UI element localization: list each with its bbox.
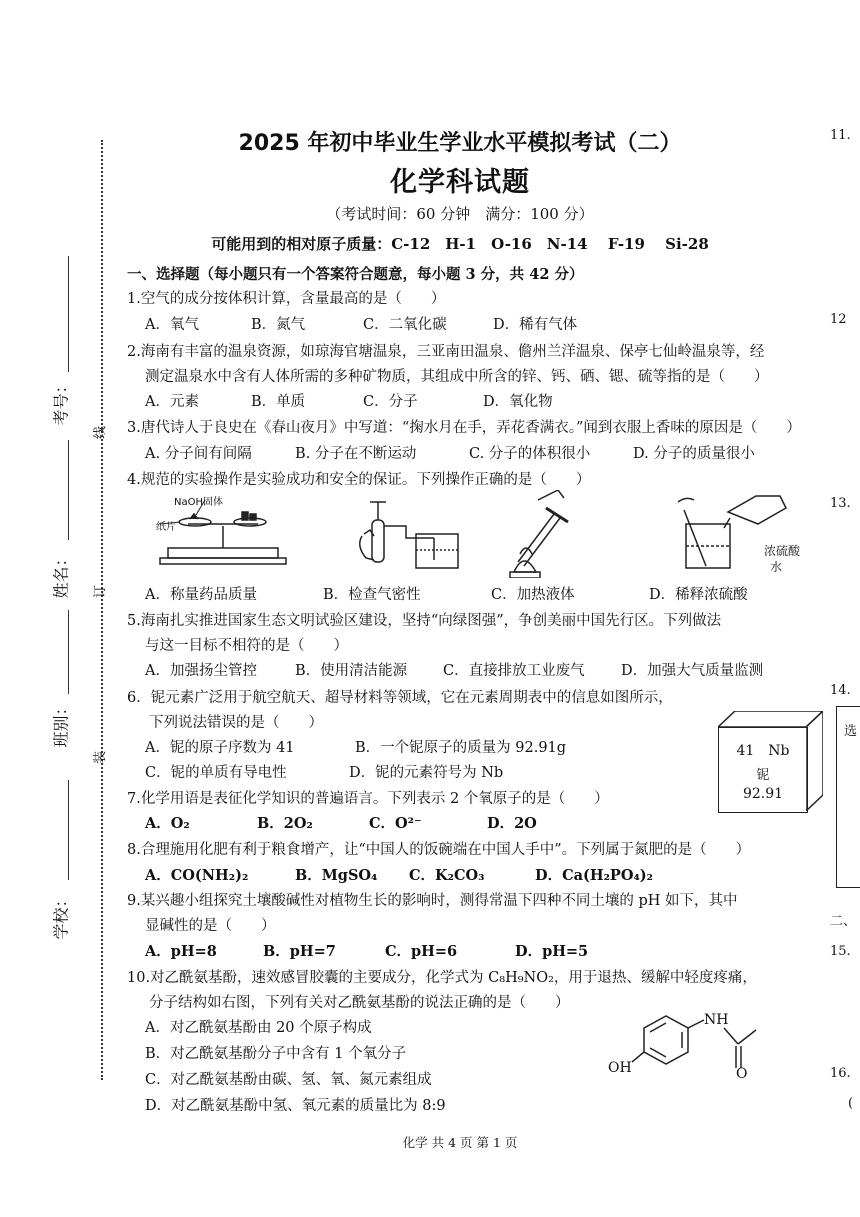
structure-label-o: O <box>736 1066 748 1082</box>
q4-label-paper: 纸片 <box>156 522 176 533</box>
element-number-symbol: 41 Nb <box>736 743 790 759</box>
bind-zhuang: 装 <box>93 750 109 765</box>
q9-option-b: B．pH=7 <box>263 943 336 960</box>
bind-xian: 线 <box>93 425 109 440</box>
q4-option-b: B．检查气密性 <box>323 587 421 603</box>
binding-dotted-line <box>101 140 103 1080</box>
q3-stem: 3.唐代诗人于良史在《春山夜月》中写道：“掬水月在手，弄花香满衣。”闻到衣服上香味的原因是（ ） <box>127 420 801 436</box>
strip-q15: 15. <box>830 944 851 959</box>
q10-stem-1: 10.对乙酰氨基酚，速效感冒胶囊的主要成分，化学式为 C₈H₉NO₂，用于退热、缓解中轻度疼痛， <box>127 970 757 986</box>
strip-paren: ( <box>848 1096 854 1111</box>
q4-option-c: C．加热液体 <box>491 587 575 603</box>
strip-q12: 12 <box>830 312 847 327</box>
strip-section2: 二、 <box>830 914 857 929</box>
heating-figure <box>510 490 568 578</box>
q4-label-naoh: NaOH固体 <box>174 497 223 508</box>
class-line <box>68 610 69 694</box>
q2-option-a: A．元素 <box>145 394 199 410</box>
structure-label-oh: OH <box>608 1060 632 1076</box>
q4-option-a: A．称量药品质量 <box>145 587 257 603</box>
structure-label-nh: NH <box>704 1012 729 1028</box>
q4-label-acid: 浓硫酸 <box>764 544 801 558</box>
niobium-element-box <box>718 727 808 813</box>
page-footer: 化学 共 4 页 第 1 页 <box>402 1135 518 1150</box>
q10-stem-2: 分子结构如右图，下列有关对乙酰氨基酚的说法正确的是（ ） <box>149 995 570 1011</box>
q6-option-d: D．铌的元素符号为 Nb <box>349 765 504 781</box>
section-1-heading: 一、选择题（每小题只有一个答案符合题意，每小题 3 分，共 42 分） <box>127 266 584 283</box>
q5-option-b: B．使用清洁能源 <box>295 663 408 679</box>
q6-stem-1: 6．铌元素广泛用于航空航天、超导材料等领域，它在元素周期表中的信息如图所示， <box>127 690 673 706</box>
q9-option-a: A．pH=8 <box>145 943 217 960</box>
next-page-strip <box>830 0 860 1217</box>
q1-option-c: C．二氧化碳 <box>363 317 447 333</box>
bind-ding: 订 <box>93 584 109 599</box>
q8-stem: 8.合理施用化肥有利于粮食增产，让“中国人的饭碗端在中国人手中”。下列属于氮肥的是（ ） <box>127 842 751 858</box>
q2-option-d: D．氧化物 <box>483 394 553 410</box>
q9-option-d: D．pH=5 <box>515 943 589 960</box>
q3-option-a: A. 分子间有间隔 <box>145 446 252 462</box>
number-line <box>68 256 69 372</box>
q7-option-b: B．2O₂ <box>257 815 313 832</box>
balance-figure <box>160 500 286 564</box>
q5-option-a: A．加强扬尘管控 <box>145 663 257 679</box>
school-label: 学校： <box>51 891 71 940</box>
q1-option-b: B．氮气 <box>251 317 306 333</box>
q10-option-c: C．对乙酰氨基酚由碳、氢、氧、氮元素组成 <box>145 1072 432 1088</box>
q1-stem: 1.空气的成分按体积计算，含量最高的是（ ） <box>127 291 446 307</box>
airtightness-figure <box>360 502 458 568</box>
exam-info: （考试时间：60 分钟 满分：100 分） <box>326 205 594 223</box>
q9-option-c: C．pH=6 <box>385 943 458 960</box>
q8-option-d: D．Ca(H₂PO₄)₂ <box>535 867 654 884</box>
q5-option-d: D．加强大气质量监测 <box>621 663 764 679</box>
subject-title: 化学科试题 <box>390 167 530 198</box>
q1-option-a: A．氧气 <box>145 317 199 333</box>
q8-option-c: C．K₂CO₃ <box>409 867 485 884</box>
exam-title: 2025 年初中毕业生学业水平模拟考试（二） <box>238 131 682 156</box>
q5-stem-1: 5.海南扎实推进国家生态文明试验区建设，坚持“向绿图强”，争创美丽中国先行区。下列做法 <box>127 613 722 629</box>
q1-option-d: D．稀有气体 <box>493 317 578 333</box>
element-atomic-mass: 92.91 <box>742 786 784 802</box>
element-box-side-face <box>806 711 823 811</box>
name-line <box>68 440 69 540</box>
q7-option-a: A．O₂ <box>145 815 190 832</box>
strip-q13: 13. <box>830 496 851 511</box>
q6-option-b: B．一个铌原子的质量为 92.91g <box>355 740 567 756</box>
q9-stem-2: 显碱性的是（ ） <box>145 918 276 934</box>
q4-label-water: 水 <box>770 560 783 574</box>
q2-option-c: C．分子 <box>363 394 418 410</box>
q6-option-c: C．铌的单质有导电性 <box>145 765 287 781</box>
q7-option-d: D．2O <box>487 815 537 832</box>
q7-option-c: C．O²⁻ <box>369 815 422 832</box>
q5-option-c: C．直接排放工业废气 <box>443 663 585 679</box>
q6-stem-2: 下列说法错误的是（ ） <box>149 715 323 731</box>
q7-stem: 7.化学用语是表征化学知识的普遍语言。下列表示 2 个氧原子的是（ ） <box>127 791 609 807</box>
q4-apparatus-figures <box>150 490 810 578</box>
q4-stem: 4.规范的实验操作是实验成功和安全的保证。下列操作正确的是（ ） <box>127 472 591 488</box>
name-label: 姓名： <box>51 550 71 599</box>
q10-option-d: D．对乙酰氨基酚中氢、氧元素的质量比为 8:9 <box>145 1098 446 1114</box>
strip-q11: 11. <box>830 128 851 143</box>
strip-xuan: 选 <box>844 724 858 739</box>
q5-stem-2: 与这一目标不相符的是（ ） <box>145 638 348 654</box>
q2-stem-2: 测定温泉水中含有人体所需的多种矿物质，其组成中所含的锌、钙、硒、锶、硫等指的是（ ） <box>145 369 769 385</box>
number-label: 考号： <box>51 377 71 426</box>
school-line <box>68 780 69 880</box>
q3-option-d: D. 分子的质量很小 <box>633 446 755 462</box>
q2-option-b: B．单质 <box>251 394 306 410</box>
q6-option-a: A．铌的原子序数为 41 <box>145 740 295 756</box>
q8-option-a: A．CO(NH₂)₂ <box>145 867 249 884</box>
class-label: 班别： <box>51 699 71 748</box>
q3-option-c: C. 分子的体积很小 <box>469 446 591 462</box>
q2-stem-1: 2.海南有丰富的温泉资源，如琼海官塘温泉，三亚南田温泉、儋州兰洋温泉、保亭七仙岭温泉等，经 <box>127 344 765 360</box>
q10-option-a: A．对乙酰氨基酚由 20 个原子构成 <box>145 1020 372 1036</box>
q9-stem-1: 9.某兴趣小组探究土壤酸碱性对植物生长的影响时，测得常温下四种不同土壤的 pH 如下，其中 <box>127 893 738 909</box>
strip-q16: 16. <box>830 1066 851 1081</box>
strip-q14: 14. <box>830 683 851 698</box>
q4-option-d: D．稀释浓硫酸 <box>649 587 748 603</box>
q8-option-b: B．MgSO₄ <box>295 867 378 884</box>
atomic-masses: 可能用到的相对原子质量：C-12 H-1 O-16 N-14 F-19 Si-28 <box>211 235 709 253</box>
q3-option-b: B. 分子在不断运动 <box>295 446 417 462</box>
element-name: 铌 <box>756 768 770 783</box>
q10-option-b: B．对乙酰氨基酚分子中含有 1 个氧分子 <box>145 1046 407 1062</box>
